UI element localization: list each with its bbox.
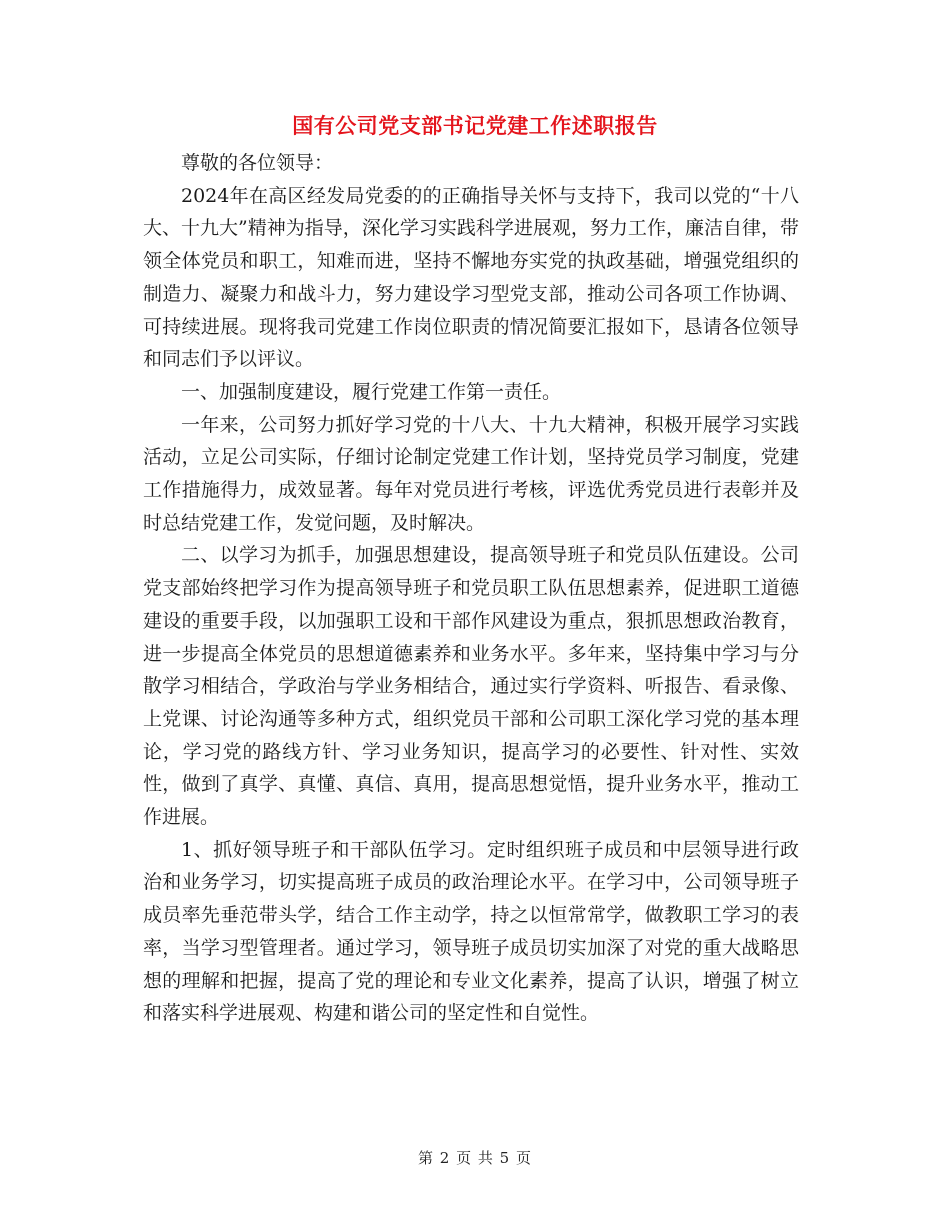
- salutation: 尊敬的各位领导：: [181, 152, 334, 174]
- paragraph-section-2: 二、以学习为抓手，加强思想建设，提高领导班子和党员队伍建设。公司党支部始终把学习作为提高领导班子和党员职工队伍思想素养，促进职工道德建设的重要手段，以加强职工设和干部作风建设为重点，狠抓思想政治教育，进一步提高全体党员的思想道德素养和业务水平。多年来，坚持集中学习与分散学习相结合，学政治与学业务相结合，通过实行学资料、听报告、看录像、上党课、讨论沟通等多种方式，组织党员干部和公司职工深化学习党的基本理论，学习党的路线方针、学习业务知识，提高学习的必要性、针对性、实效性，做到了真学、真懂、真信、真用，提高思想觉悟，提升业务水平，推动工作进展。: [143, 544, 799, 829]
- paragraph-item-1: 1、抓好领导班子和干部队伍学习。定时组织班子成员和中层领导进行政治和业务学习，切实提高班子成员的政治理论水平。在学习中，公司领导班子成员率先垂范带头学，结合工作主动学，持之以恒常常学，做教职工学习的表率，当学习型管理者。通过学习，领导班子成员切实加深了对党的重大战略思想的理解和把握，提高了党的理论和专业文化素养，提高了认识，增强了树立和落实科学进展观、构建和谐公司的坚定性和自觉性。: [143, 838, 799, 1025]
- section-heading-1: 一、加强制度建设，履行党建工作第一责任。: [181, 380, 562, 403]
- page-number-footer: 第 2 页 共 5 页: [418, 1149, 532, 1167]
- document-title: 国有公司党支部书记党建工作述职报告: [292, 113, 658, 138]
- paragraph-section-1: 一年来，公司努力抓好学习党的十八大、十九大精神，积极开展学习实践活动，立足公司实际，仔细讨论制定党建工作计划，坚持党员学习制度，党建工作措施得力，成效显著。每年对党员进行考核，评选优秀党员进行表彰并及时总结党建工作，发觉问题，及时解决。: [143, 413, 799, 534]
- document-body: [143, 147, 799, 1030]
- paragraph-intro: 2024年在高区经发局党委的的正确指导关怀与支持下，我司以党的“十八大、十九大”精神为指导，深化学习实践科学进展观，努力工作，廉洁自律，带领全体党员和职工，知难而进，坚持不懈地夯实党的执政基础，增强党组织的制造力、凝聚力和战斗力，努力建设学习型党支部，推动公司各项工作协调、可持续进展。现将我司党建工作岗位职责的情况简要汇报如下，恳请各位领导和同志们予以评议。: [143, 184, 799, 371]
